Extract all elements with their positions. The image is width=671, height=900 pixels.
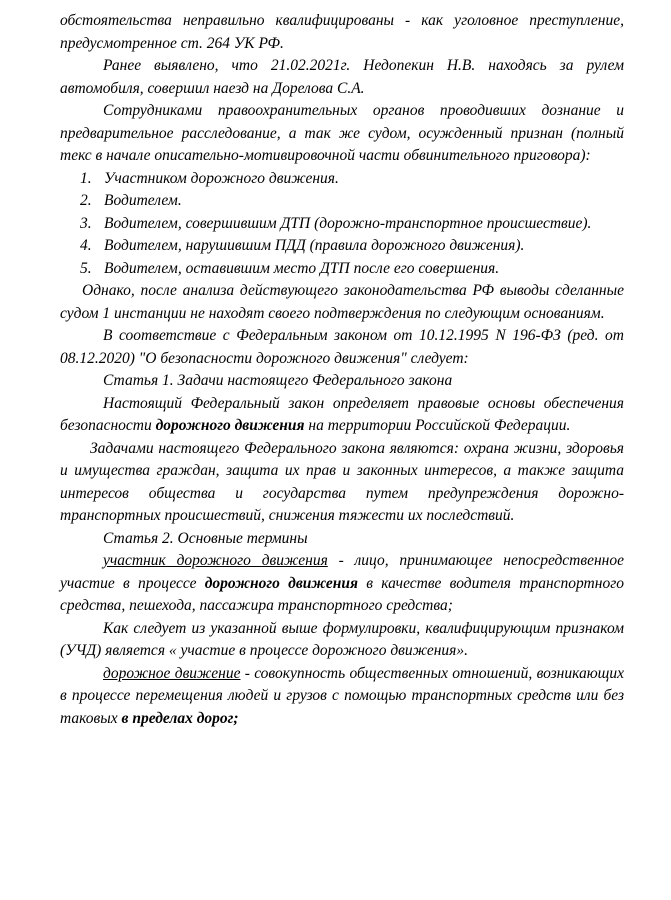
article-1-text-a: Настоящий Федеральный закон определяет правовые основы обеспечения безопасности	[60, 394, 624, 434]
paragraph-3: Сотрудниками правоохранительных органов проводивших дознание и предварительное расследование, а так же судом, осужденный признан (полный текс в начале описательно-мотивировочной части обвинительного приговора):	[60, 102, 624, 164]
paragraph-4: Однако, после анализа действующего законодательства РФ выводы сделанные судом 1 инстанции не находят своего подтверждения по следующим основаниям.	[60, 282, 624, 322]
list-item	[60, 168, 624, 191]
article-2-paragraph-3	[60, 663, 624, 731]
article-1-paragraph-2: Задачами настоящего Федерального закона являются: охрана жизни, здоровья и имущества граждан, защита их прав и законных интересов, а также защита интересов общества и государства путем предупреждения дорожно-транспортных происшествий, снижения тяжести их последствий.	[60, 439, 624, 524]
article-1-text-c: на территории Российской Федерации.	[304, 417, 571, 434]
article-2-paragraph-1	[60, 550, 624, 618]
list-item	[60, 213, 624, 236]
article-2-text-3a: - совокупность общественных отношений, возникающих в процессе перемещения людей и грузов с помощью транспортных средств или без таковых	[60, 664, 624, 727]
article-2-paragraph-2: Как следует из указанной выше формулировки, квалифицирующим признаком (УЧД) является « участие в процессе дорожного движения».	[60, 619, 624, 659]
paragraph-5: В соответствие с Федеральным законом от 10.12.1995 N 196-ФЗ (ред. от 08.12.2020) "О безопасности дорожного движения" следует:	[60, 327, 624, 367]
article-2-bold-term-2: в пределах дорог;	[121, 709, 239, 727]
article-1-bold-term: дорожного движения	[155, 417, 305, 434]
list-item-number: 5.	[80, 259, 92, 277]
list-item	[60, 190, 624, 213]
document-page	[60, 10, 624, 730]
article-2-title: Статья 2. Основные термины	[103, 529, 308, 547]
article-2-bold-term: дорожного движения	[204, 574, 359, 592]
list-item-number: 1.	[80, 169, 92, 187]
list-item-number: 3.	[80, 214, 92, 232]
list-item-number: 4.	[80, 237, 92, 254]
article-2-text-c: в качестве водителя транспортного средства, пешехода, пассажира транспортного средства;	[60, 574, 624, 614]
list-item-text: Водителем, совершившим ДТП (дорожно-транспортное происшествие).	[104, 214, 592, 232]
article-1-paragraph-1	[60, 393, 624, 438]
article-1-title: Статья 1. Задачи настоящего Федерального закона	[103, 372, 453, 389]
numbered-list	[60, 168, 624, 281]
list-item	[60, 235, 624, 258]
list-item-text: Водителем, оставившим место ДТП после его совершения.	[104, 259, 500, 277]
list-item-text: Участником дорожного движения.	[104, 169, 339, 187]
article-2-text-a: - лицо, принимающее непосредственное участие в процессе	[60, 552, 624, 592]
paragraph-1: обстоятельства неправильно квалифицированы - как уголовное преступление, предусмотренное ст. 264 УК РФ.	[60, 12, 624, 52]
list-item-text: Водителем.	[104, 192, 182, 209]
paragraph-2: Ранее выявлено, что 21.02.2021г. Недопекин Н.В. находясь за рулем автомобиля, совершил наезд на Дорелова С.А.	[60, 57, 624, 97]
list-item-number: 2.	[80, 192, 92, 209]
article-2-underlined-term-2: дорожное движение	[103, 664, 241, 682]
list-item-text: Водителем, нарушившим ПДД (правила дорожного движения).	[104, 237, 525, 254]
list-item	[60, 258, 624, 281]
article-2-underlined-term: участник дорожного движения	[103, 552, 328, 569]
